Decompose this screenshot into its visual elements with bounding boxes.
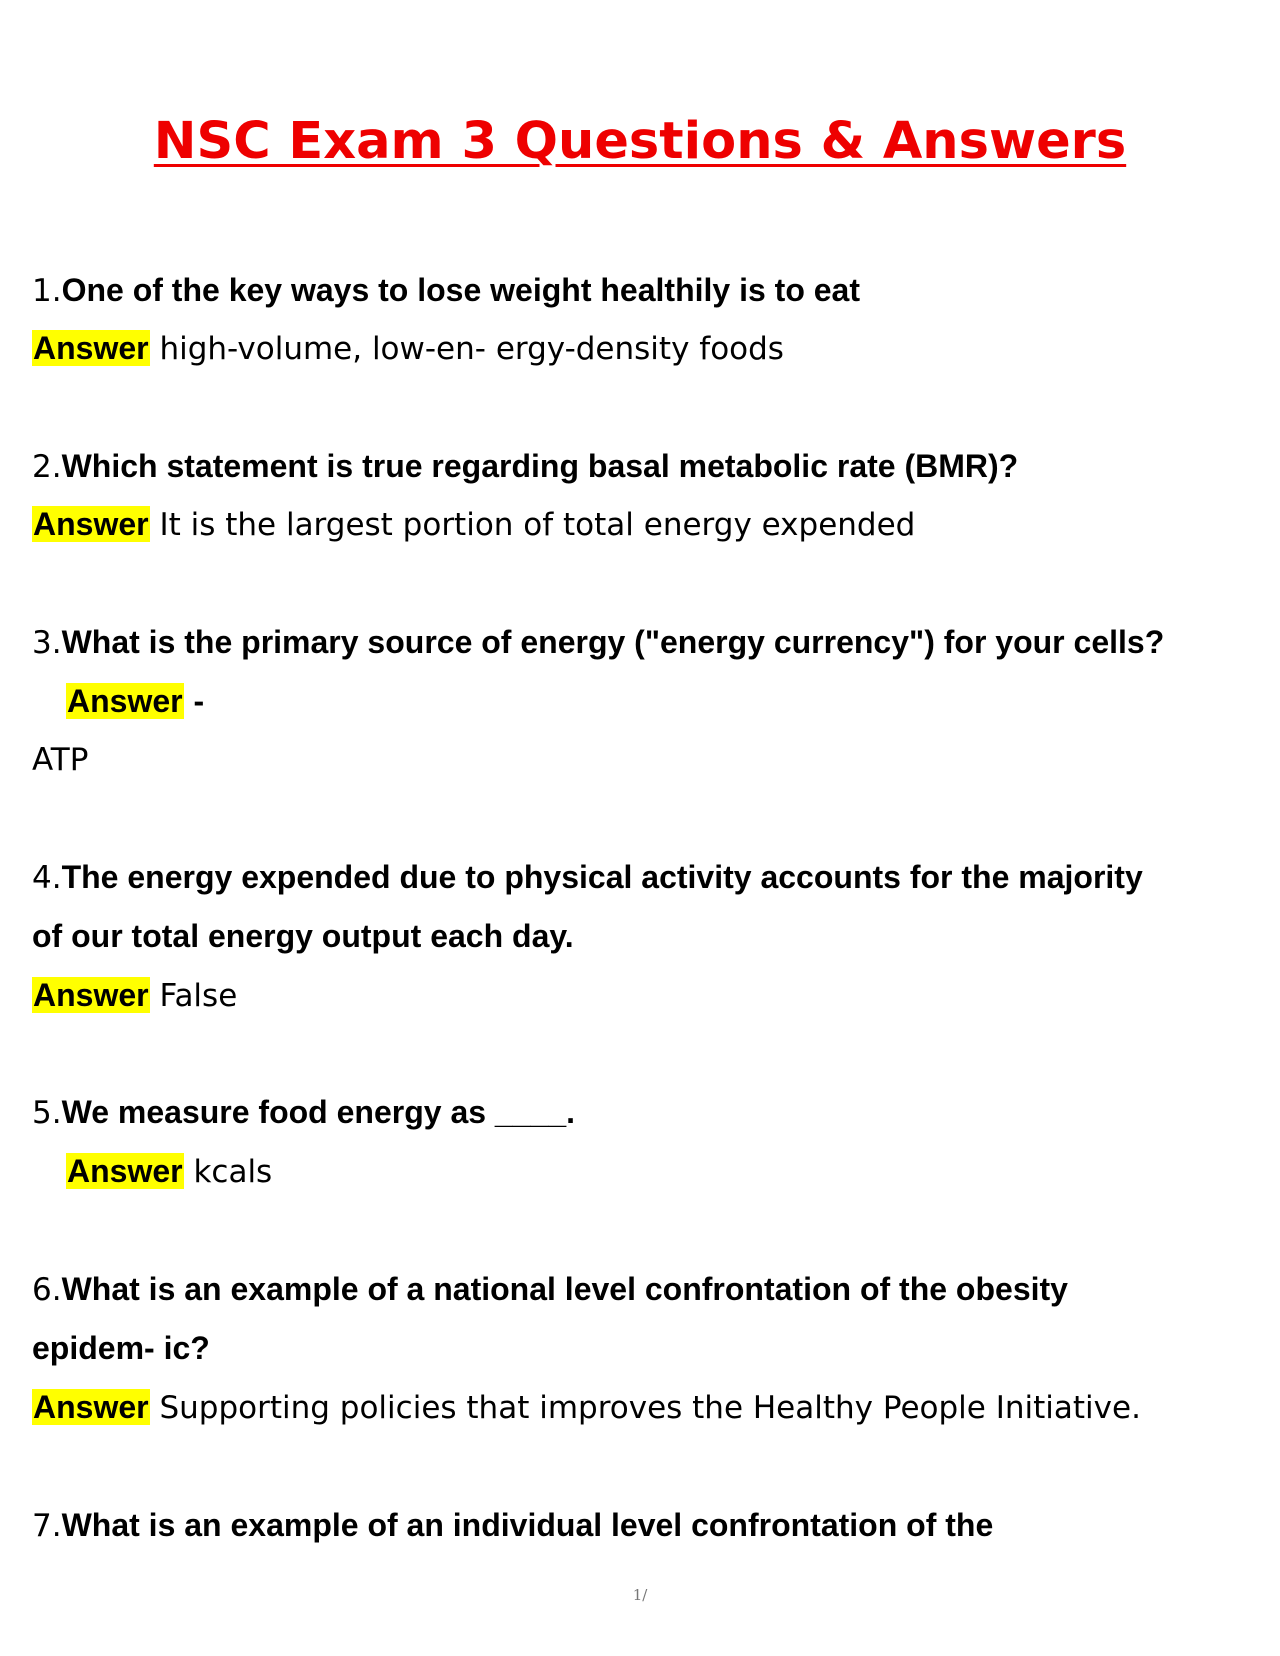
answer-3-label-line — [66, 681, 204, 722]
question-number: 6. — [32, 1272, 62, 1308]
question-text: What is an example of an individual level confrontation of the — [61, 1507, 994, 1543]
question-6-continued — [32, 1328, 210, 1369]
question-number: 4. — [32, 860, 62, 896]
question-text: We measure food energy as ____. — [61, 1094, 575, 1130]
page-number: 1/ — [632, 1586, 648, 1604]
answer-4 — [32, 975, 237, 1016]
answer-6 — [32, 1387, 1141, 1428]
answer-1 — [32, 328, 784, 369]
question-4-continued — [32, 916, 574, 957]
answer-label: Answer — [33, 1389, 149, 1425]
answer-text: high-volume, low-en- ergy-density foods — [159, 331, 784, 367]
question-1 — [32, 270, 860, 311]
question-5 — [32, 1092, 575, 1133]
answer-text: ATP — [32, 742, 89, 778]
question-3 — [32, 622, 1164, 663]
question-text: What is the primary source of energy ("energy currency") for your cells? — [61, 624, 1165, 660]
question-6 — [32, 1269, 1068, 1310]
question-text: One of the key ways to lose weight healthily is to eat — [61, 272, 860, 308]
answer-label: Answer — [67, 1153, 183, 1189]
question-text: of our total energy output each day. — [32, 918, 574, 954]
answer-label: Answer — [33, 506, 149, 542]
answer-label: Answer — [33, 330, 149, 366]
question-number: 7. — [32, 1508, 62, 1544]
question-text: Which statement is true regarding basal metabolic rate (BMR)? — [61, 448, 1019, 484]
question-2 — [32, 446, 1018, 487]
question-number: 2. — [32, 449, 62, 485]
answer-5 — [66, 1151, 272, 1192]
answer-label: Answer — [33, 977, 149, 1013]
question-7 — [32, 1505, 993, 1546]
question-number: 5. — [32, 1095, 62, 1131]
answer-text: Supporting policies that improves the Healthy People Initiative. — [159, 1390, 1141, 1426]
question-4 — [32, 857, 1143, 898]
question-number: 1. — [32, 273, 62, 309]
answer-3 — [32, 740, 88, 780]
answer-text: kcals — [193, 1154, 273, 1190]
question-text: The energy expended due to physical activity accounts for the majority — [61, 859, 1143, 895]
answer-text: It is the largest portion of total energy expended — [159, 507, 916, 543]
question-number: 3. — [32, 625, 62, 661]
question-text: What is an example of a national level confrontation of the obesity — [61, 1271, 1068, 1307]
answer-2 — [32, 504, 915, 545]
answer-text: False — [159, 978, 238, 1014]
answer-label: Answer — [67, 683, 183, 719]
document-title: NSC Exam 3 Questions & Answers — [153, 112, 1127, 171]
answer-dash: - — [193, 683, 205, 719]
question-text: epidem- ic? — [32, 1330, 210, 1366]
